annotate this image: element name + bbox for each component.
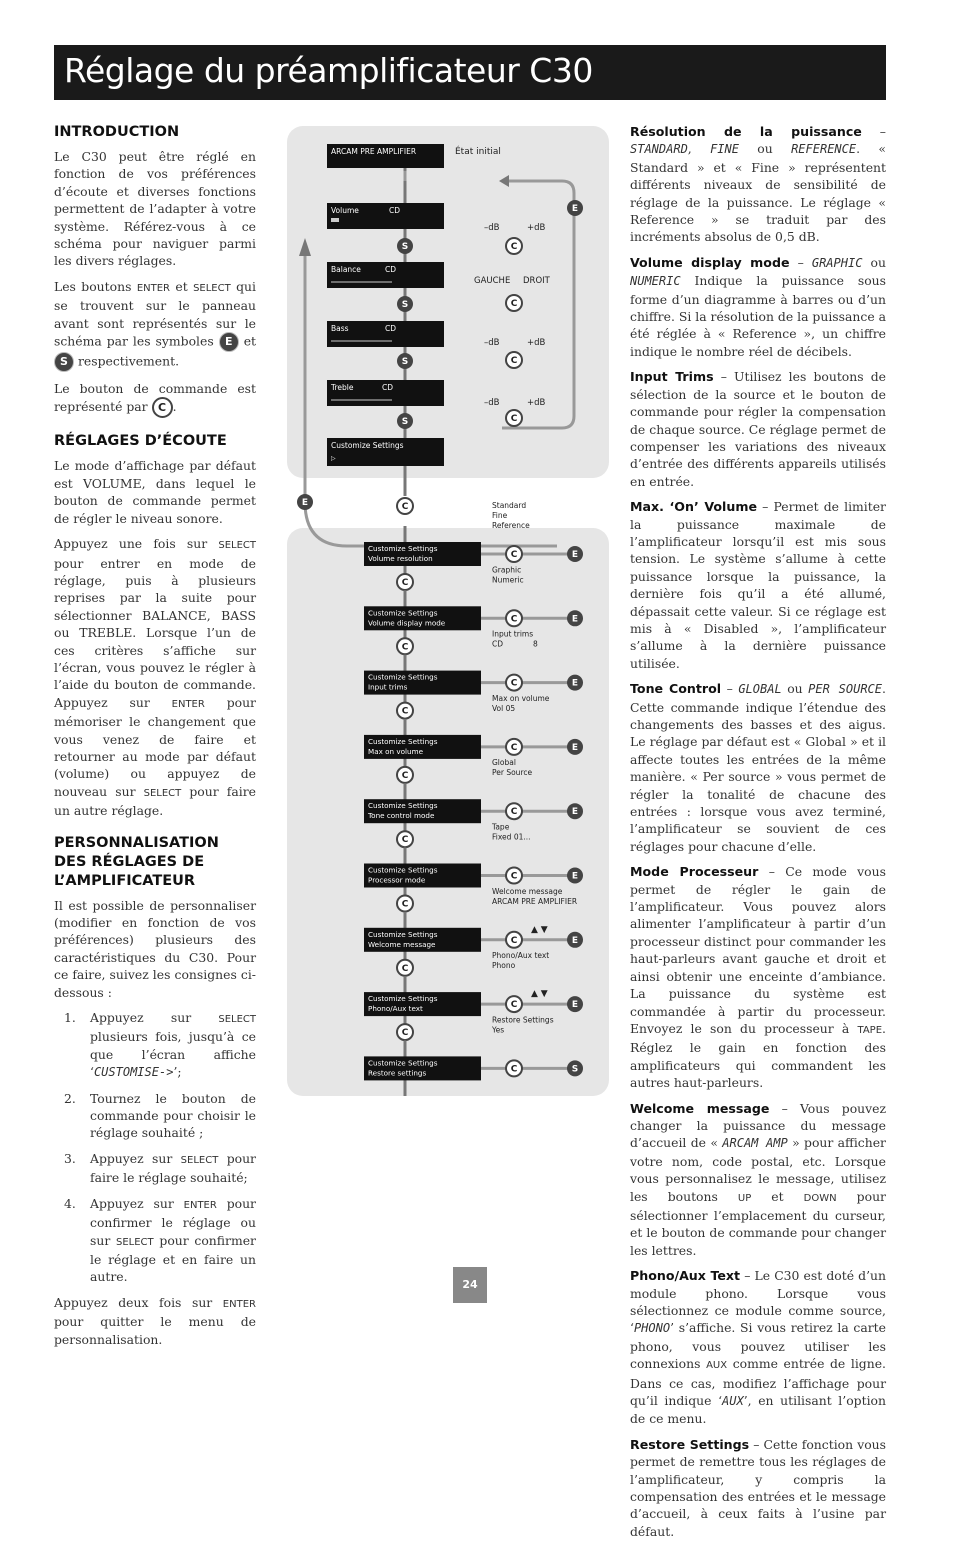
- ecoute-paragraph-1: Le mode d’affichage par défaut est VOLUME, dans lequel le bouton de commande permet de régler le niveau sonore.: [54, 458, 256, 526]
- custom-screen-line1: Customize Settings: [368, 994, 438, 1004]
- svg-text:S: S: [401, 357, 409, 367]
- select-badge-icon: [397, 238, 413, 254]
- svg-text:E: E: [571, 935, 579, 946]
- custom-screen-line1: Customize Settings: [368, 801, 438, 811]
- ecoute-heading: RÉGLAGES D’ÉCOUTE: [54, 433, 227, 450]
- phono-aux-paragraph: Phono/Aux Text – Le C30 est doté d’un module phono. Lorsque vous sélectionnez ce module comme source, ‘PHONO’ s’affiche. Si vous retirez la carte phono, vous pouvez utiliser les connexions AUX comme entrée de ligne. Dans ce cas, modifiez l’affichage pour qu’il indique ‘AUX’, en utilisant l’option de ce menu.: [630, 1268, 886, 1427]
- custom-screen-line1: Customize Settings: [368, 672, 438, 682]
- custom-screen-line1: Customize Settings: [368, 865, 438, 875]
- svg-text:C: C: [401, 963, 409, 974]
- svg-text:S: S: [401, 300, 409, 310]
- svg-text:C: C: [401, 642, 409, 653]
- svg-text:C: C: [401, 1028, 409, 1039]
- welcome-message-paragraph: Welcome message – Vous pouvez changer la puissance du message d’accueil de « ARCAM AMP » pour afficher votre nom, code postal, etc. Lorsque vous personnalisez le message, utilisez les boutons UP et DOWN pour sélectionner l’emplacement du curseur, et le bouton de commande pour changer les lettres.: [630, 1100, 886, 1258]
- option-label: Vol 05: [492, 703, 516, 713]
- svg-text:S: S: [401, 417, 409, 427]
- trim-value: 8: [533, 639, 538, 649]
- svg-text:E: E: [571, 550, 579, 560]
- svg-text:C: C: [510, 614, 518, 625]
- page-title: Réglage du préamplificateur C30: [64, 51, 593, 90]
- intro-paragraph-2: Les boutons ENTER et SELECT qui se trouvent sur le panneau avant sont représentés sur le schéma par les symboles E et S respectivement.: [54, 278, 256, 372]
- final-paragraph: Appuyez deux fois sur ENTER pour quitter le menu de personnalisation.: [54, 1294, 256, 1347]
- option-label: Numeric: [492, 575, 524, 585]
- svg-text:C: C: [401, 706, 409, 717]
- svg-text:E: E: [571, 871, 579, 882]
- svg-text:–dB: –dB: [484, 223, 500, 233]
- ecoute-paragraph-2: Appuyez une fois sur SELECT pour entrer en mode de réglage, puis à plusieurs reprises par la suite pour sélectionner BALANCE, BASS ou TREBLE. Lorsque l’un de ces critères s’affiche sur l’écran, vous pouvez le régler à l’aide du bouton de commande. Appuyez sur ENTER pour mémoriser le changement que vous venez de faire et retourner au mode par défaut (volume) ou appuyez de nouveau sur SELECT pour faire un autre réglage.: [54, 536, 256, 819]
- control-knob-icon: C: [152, 397, 173, 418]
- perso-paragraph-1: Il est possible de personnaliser (modifier en fonction de vos préférences) plusieurs des caractéristiques du C30. Pour ce faire, suivez les consignes ci-dessous :: [54, 897, 256, 1000]
- screen-line: ARCAM PRE AMPLIFIER: [331, 147, 417, 156]
- svg-text:C: C: [510, 550, 518, 560]
- custom-screen-line1: Customize Settings: [368, 608, 438, 618]
- restore-settings-paragraph: Restore Settings – Cette fonction vous permet de remettre tous les réglages de l’amplificateur, y compris la compensation des entrées et le message d’accueil, à ceux faits à l’usine par défaut.: [630, 1436, 886, 1539]
- option-label: Max on volume: [492, 693, 550, 703]
- svg-text:S: S: [401, 242, 409, 252]
- intro-heading: INTRODUCTION: [54, 124, 180, 140]
- option-label: Global: [492, 758, 516, 768]
- option-label: Input trims: [492, 629, 534, 639]
- svg-text:Balance: Balance: [331, 265, 361, 274]
- svg-text:C: C: [401, 835, 409, 846]
- option-label: ARCAM PRE AMPLIFIER: [492, 896, 578, 906]
- page-number: 24: [453, 1267, 487, 1303]
- svg-text:Volume: Volume: [331, 206, 359, 215]
- svg-text:C: C: [510, 742, 518, 753]
- svg-text:CD: CD: [385, 324, 397, 333]
- max-volume-paragraph: Max. ‘On’ Volume – Permet de limiter la puissance maximale de l’amplificateur lorsqu’il est mis sous tension. Le système s’allume à cette puissance lorsque la puissance, la dernière fois qu’il a été allumé, dépassait cette valeur. Si ce réglage est mis à « Disabled », l’amplificateur s’allume à la dernière puissance utilisée.: [630, 499, 886, 671]
- svg-text:E: E: [571, 742, 579, 753]
- svg-text:+dB: +dB: [527, 338, 546, 348]
- svg-text:E: E: [571, 614, 579, 625]
- select-badge-icon: [397, 353, 413, 369]
- custom-screen-line1: Customize Settings: [368, 1058, 438, 1068]
- custom-screen-line1: Customize Settings: [368, 736, 438, 746]
- svg-text:–dB: –dB: [484, 338, 500, 348]
- svg-text:CD: CD: [382, 383, 394, 392]
- svg-text:E: E: [571, 678, 579, 689]
- svg-text:C: C: [510, 1000, 518, 1011]
- control-knob-icon: [397, 498, 413, 514]
- svg-text:C: C: [510, 935, 518, 946]
- svg-text:C: C: [510, 299, 518, 309]
- custom-screen-line1: Customize Settings: [368, 544, 438, 553]
- svg-text:E: E: [301, 498, 309, 508]
- control-knob-icon: [506, 295, 522, 311]
- svg-text:C: C: [401, 578, 409, 588]
- svg-text:+dB: +dB: [527, 223, 546, 233]
- input-trims-paragraph: Input Trims – Utilisez les boutons de sélection de la source et le bouton de commande pour régler la compensation de chaque source. Ce réglage permet de compenser les variations des niveaux d’entrée des différents appareils utilisés en entrée.: [630, 369, 886, 489]
- custom-screen-line2: Max on volume: [368, 746, 424, 756]
- svg-text:CD: CD: [385, 265, 397, 274]
- svg-text:Bass: Bass: [331, 324, 349, 333]
- enter-badge-icon: [567, 200, 583, 216]
- svg-text:Treble: Treble: [331, 383, 354, 392]
- option-label: Welcome message: [492, 886, 563, 896]
- svg-text:C: C: [510, 414, 518, 424]
- intro-paragraph-3: Le bouton de commande est représenté par C .: [54, 380, 256, 418]
- svg-text:S: S: [571, 1064, 579, 1075]
- svg-text:C: C: [510, 1064, 518, 1075]
- svg-text:C: C: [510, 871, 518, 882]
- svg-text:C: C: [510, 678, 518, 689]
- svg-text:C: C: [510, 242, 518, 252]
- option-label: Per Source: [492, 768, 533, 778]
- volume-display-paragraph: Volume display mode – GRAPHIC ou NUMERIC Indique la puissance sous forme d’un diagramme à barres ou d’un chiffre. Si la résolution de la puissance a été réglée à « Reference », un chiffre indique le nombre réel de décibels.: [630, 254, 886, 359]
- option-label: Fine: [492, 511, 508, 520]
- svg-text:C: C: [401, 899, 409, 910]
- up-down-arrows-icon: ▲ ▼: [531, 989, 548, 1000]
- title-bar: [54, 45, 886, 100]
- svg-text:CD: CD: [389, 206, 401, 215]
- control-knob-icon: [506, 238, 522, 254]
- option-label: Graphic: [492, 565, 522, 575]
- select-badge-icon: [397, 413, 413, 429]
- enter-badge-icon: E: [219, 332, 239, 352]
- custom-screen-line2: Input trims: [368, 682, 408, 692]
- custom-screen-line2: Processor mode: [368, 875, 426, 885]
- option-label: Restore Settings: [492, 1015, 554, 1025]
- svg-text:C: C: [401, 502, 409, 512]
- left-column: [54, 123, 256, 1356]
- svg-text:+dB: +dB: [527, 398, 546, 408]
- svg-text:E: E: [571, 204, 579, 214]
- step-4: 4. Appuyez sur ENTER pour confirmer le réglage ou sur SELECT pour confirmer le réglage et en faire un autre.: [64, 1195, 256, 1285]
- option-label: Phono: [492, 961, 516, 971]
- select-badge-icon: [397, 296, 413, 312]
- tone-control-paragraph: Tone Control – GLOBAL ou PER SOURCE. Cette commande indique l’étendue des changements des basses et des aigus. Le réglage par défaut est « Global » et il affecte toutes les entrées de la même manière. « Per source » vous permet de régler la tonalité de chacune des entrées : lorsque vous avez terminé, l’amplificateur se souvient de ces réglages pour chacune d’elle.: [630, 681, 886, 854]
- svg-text:C: C: [510, 807, 518, 818]
- svg-text:Customize Settings: Customize Settings: [331, 441, 404, 450]
- option-label: Tape: [492, 822, 510, 832]
- custom-screen-line1: Customize Settings: [368, 929, 438, 939]
- option-label: Standard: [492, 501, 527, 510]
- perso-heading: PERSONNALISATION DES RÉGLAGES DE L’AMPLIFICATEUR: [54, 834, 219, 889]
- custom-screen-line2: Welcome message: [368, 939, 436, 949]
- steps-list: [54, 1009, 256, 1286]
- svg-text:▷: ▷: [331, 455, 336, 462]
- svg-text:–dB: –dB: [484, 398, 500, 408]
- select-badge-icon: S: [54, 352, 74, 372]
- svg-text:C: C: [510, 356, 518, 366]
- control-knob-icon: [506, 410, 522, 426]
- svg-text:DROIT: DROIT: [523, 276, 550, 286]
- svg-text:E: E: [571, 1000, 579, 1011]
- option-label: CD: [492, 639, 504, 649]
- control-knob-icon: [506, 352, 522, 368]
- custom-screen-line2: Volume display mode: [368, 618, 446, 628]
- resolution-paragraph: Résolution de la puissance – STANDARD, FINE ou REFERENCE. « Standard » et « Fine » représentent différents niveaux de sensibilité de réglage de la puissance. Le réglage « Reference » se traduit par des incréments absolus de 0,5 dB.: [630, 124, 886, 245]
- option-label: Fixed 01...: [492, 832, 531, 842]
- processor-mode-paragraph: Mode Processeur – Ce mode vous permet de régler le gain de l’amplificateur. Vous pouvez alors alimenter l’amplificateur à partir d’un processeur distinct pour commander les haut-parleurs avant gauche et droit et ainsi obtenir une enceinte d’ambiance. La puissance du système est commandée à partir du processeur. Envoyez le son du processeur à TAPE. Réglez le gain en fonction des amplificateurs qui commandent les autres haut-parleurs.: [630, 864, 886, 1091]
- step-2: 2. Tournez le bouton de commande pour choisir le réglage souhaité ;: [64, 1090, 256, 1141]
- custom-screen-line2: Restore settings: [368, 1068, 427, 1078]
- custom-screen-line2: Phono/Aux text: [368, 1004, 423, 1014]
- svg-text:C: C: [401, 770, 409, 781]
- custom-screen-line2: Volume resolution: [368, 554, 433, 563]
- settings-flow-diagram: [287, 126, 609, 1096]
- option-label: Reference: [492, 521, 530, 530]
- enter-badge-icon: [297, 494, 313, 510]
- custom-screen-line2: Tone control mode: [368, 811, 435, 821]
- etat-initial-label: État initial: [455, 147, 501, 157]
- option-label: Yes: [492, 1025, 505, 1035]
- option-label: Phono/Aux text: [492, 951, 550, 961]
- svg-text:GAUCHE: GAUCHE: [474, 276, 511, 286]
- listening-panel: [287, 126, 609, 478]
- intro-paragraph-1: Le C30 peut être réglé en fonction de vos préférences d’écoute et diverses fonctions permettent de l’adapter à votre système. Référez-vous à ce schéma pour naviguer parmi les divers réglages.: [54, 149, 256, 269]
- step-1: 1. Appuyez sur SELECT plusieurs fois, jusqu’à ce que l’écran affiche ‘CUSTOMISE->’;: [64, 1010, 256, 1080]
- svg-text:E: E: [571, 807, 579, 818]
- right-column: [630, 123, 886, 1548]
- step-3: 3. Appuyez sur SELECT pour faire le réglage souhaité;: [64, 1150, 256, 1186]
- up-down-arrows-icon: ▲ ▼: [531, 924, 548, 935]
